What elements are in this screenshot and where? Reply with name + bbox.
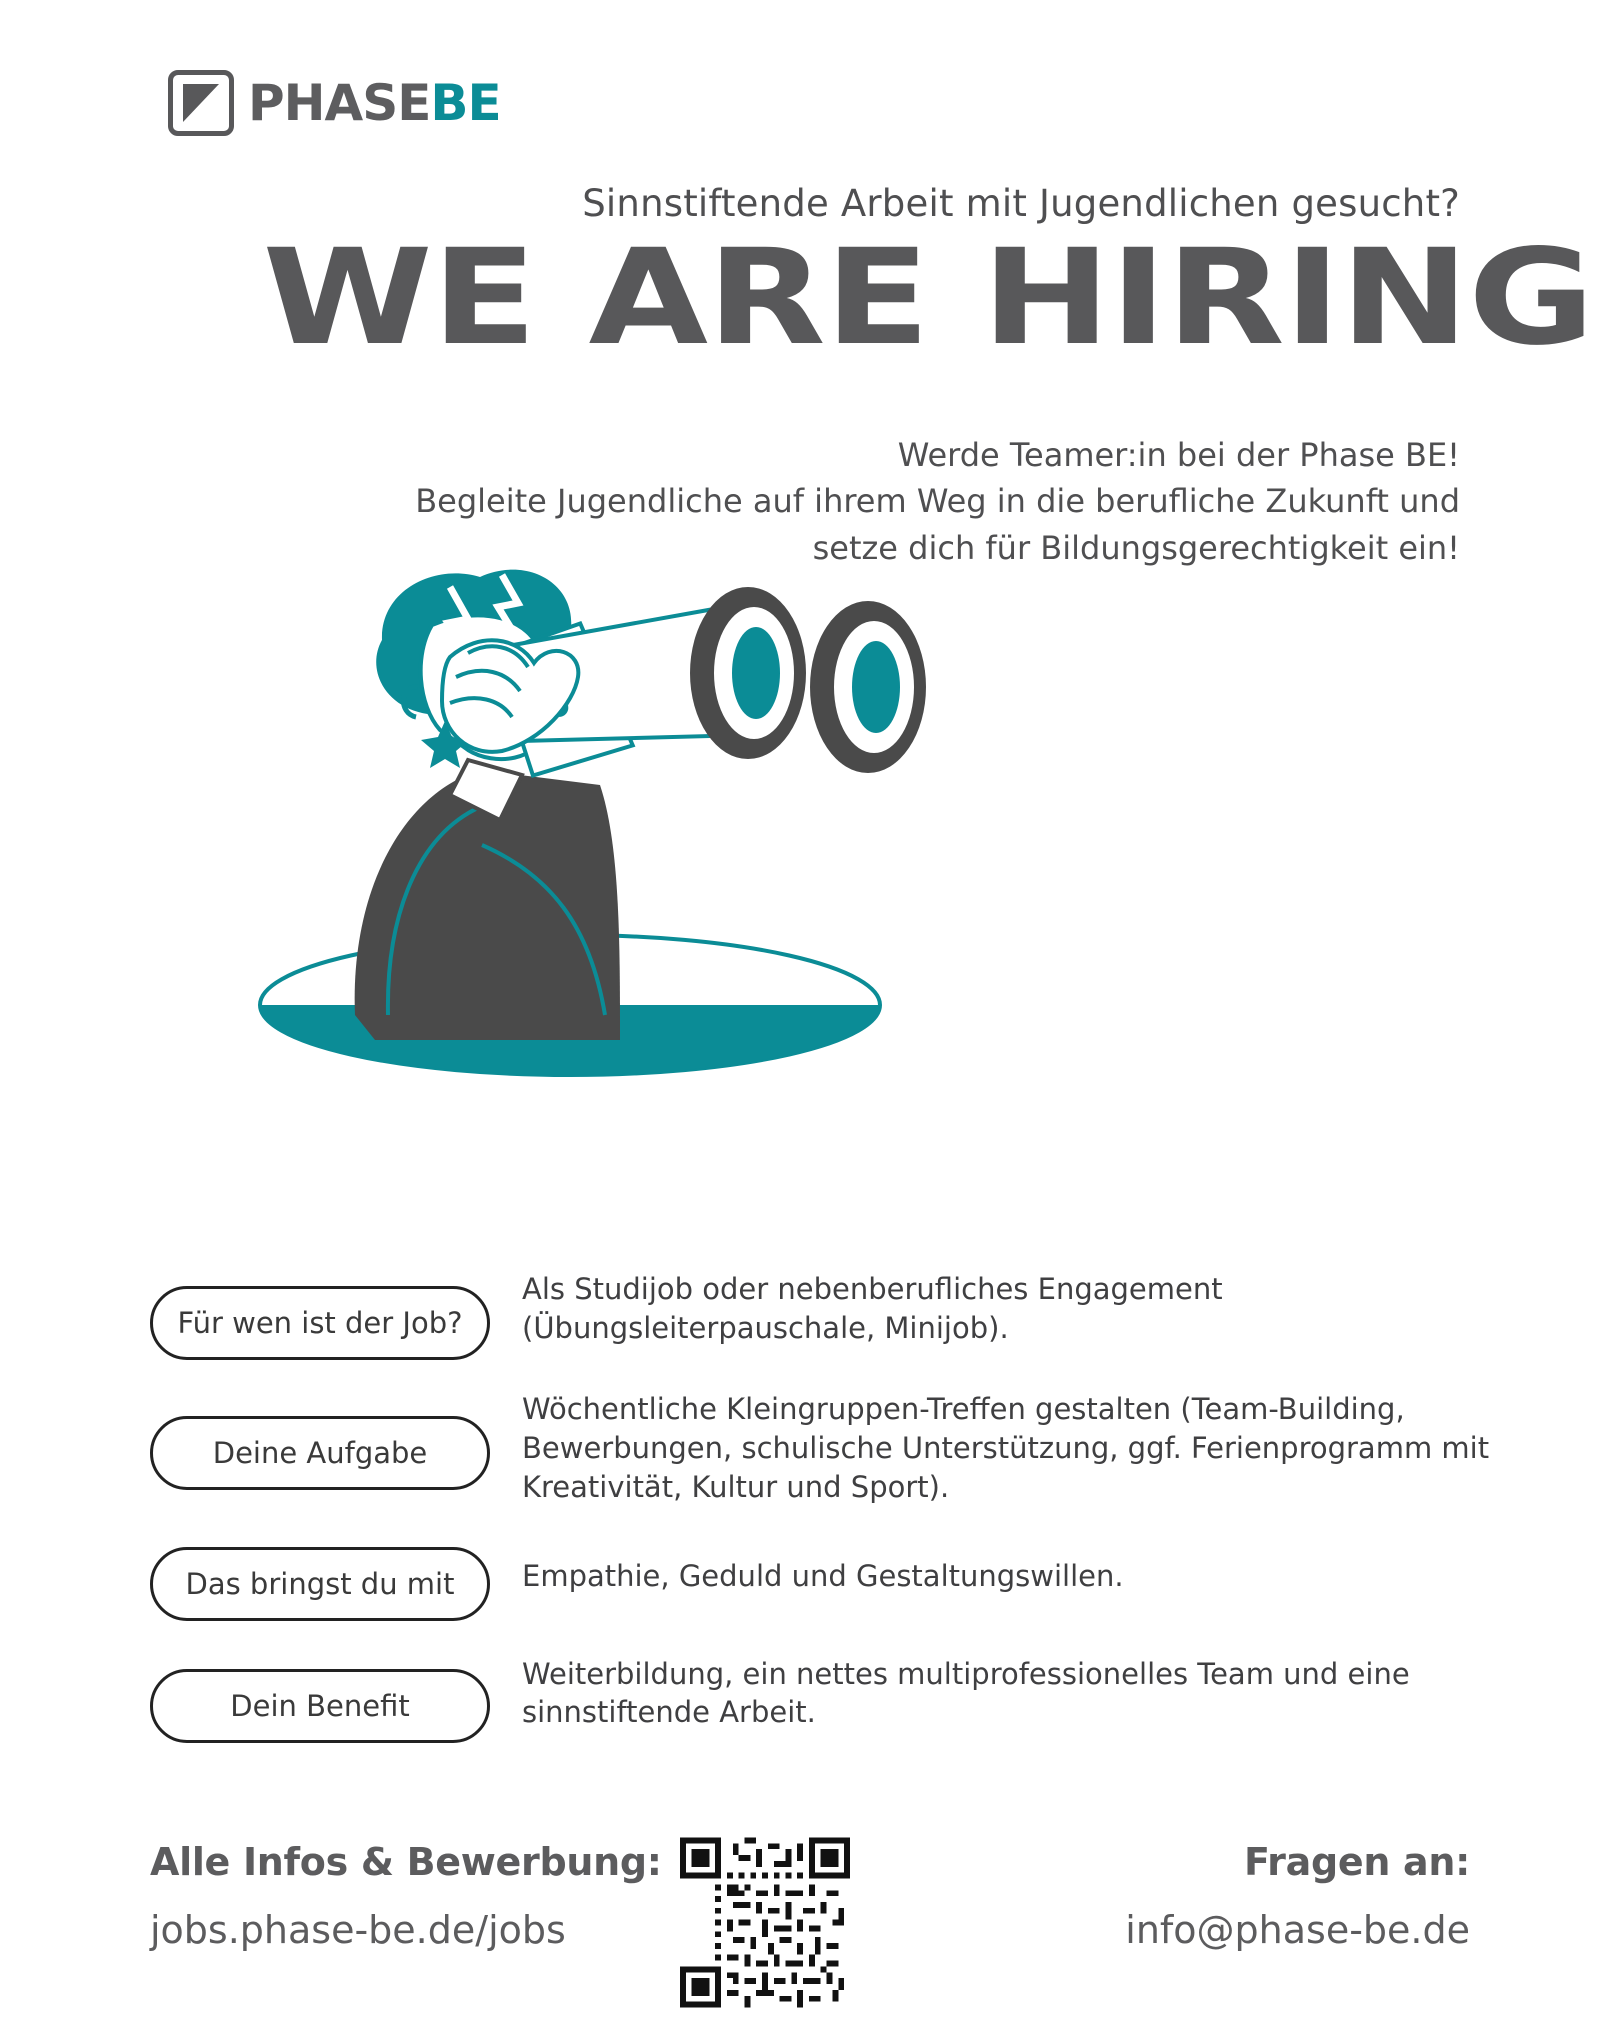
detail-text: Empathie, Geduld und Gestaltungswillen. [522,1558,1124,1593]
contact-email[interactable]: info@phase-be.de [1125,1908,1470,1952]
contact-info [1125,1840,1470,1952]
intro-line-2: Begleite Jugendliche auf ihrem Weg in die berufliche Zukunft und [415,482,1460,521]
detail-label-pill: Das bringst du mit [150,1547,490,1621]
qr-code-icon[interactable] [680,1835,850,2010]
detail-text: Weiterbildung, ein nettes multiprofessionelles Team und eine sinnstiftende Arbeit. [522,1656,1410,1730]
application-url[interactable]: jobs.phase-be.de/jobs [150,1908,566,1952]
logo-wordmark [248,74,501,132]
page-title: WE ARE HIRING [262,221,1594,375]
logo-wordmark-part2: BE [430,74,501,132]
logo-triangle-shape [183,84,219,122]
application-info [150,1840,662,1952]
application-heading: Alle Infos & Bewerbung: [150,1840,662,1884]
logo-wordmark-part1: PHASE [248,74,431,132]
list-item [150,1541,1490,1621]
poster-footer [0,1840,1620,2025]
intro-line-1: Werde Teamer:in bei der Phase BE! [897,436,1460,474]
list-item [150,1655,1490,1743]
kicker-text: Sinnstiftende Arbeit mit Jugendlichen gesucht? [582,182,1460,225]
list-item [150,1394,1490,1507]
brand-logo [168,70,501,136]
detail-label-pill: Für wen ist der Job? [150,1286,490,1360]
person-with-binoculars-illustration [150,545,980,1245]
detail-text: Als Studijob oder nebenberufliches Engagement (Übungsleiterpauschale, Minijob). [522,1272,1223,1345]
job-details-list [150,1272,1490,1777]
contact-heading: Fragen an: [1243,1840,1470,1884]
detail-text: Wöchentliche Kleingruppen-Treffen gestalten (Team-Building, Bewerbungen, schulische Unterstützung, ggf. Ferienprogramm mit Kreativität, Kultur und Sport). [522,1392,1490,1504]
phase-be-logo-icon [168,70,234,136]
list-item [150,1272,1490,1360]
intro-line-3: setze dich für Bildungsgerechtigkeit ein! [812,528,1460,567]
detail-label-pill: Deine Aufgabe [150,1416,490,1490]
detail-label-pill: Dein Benefit [150,1669,490,1743]
